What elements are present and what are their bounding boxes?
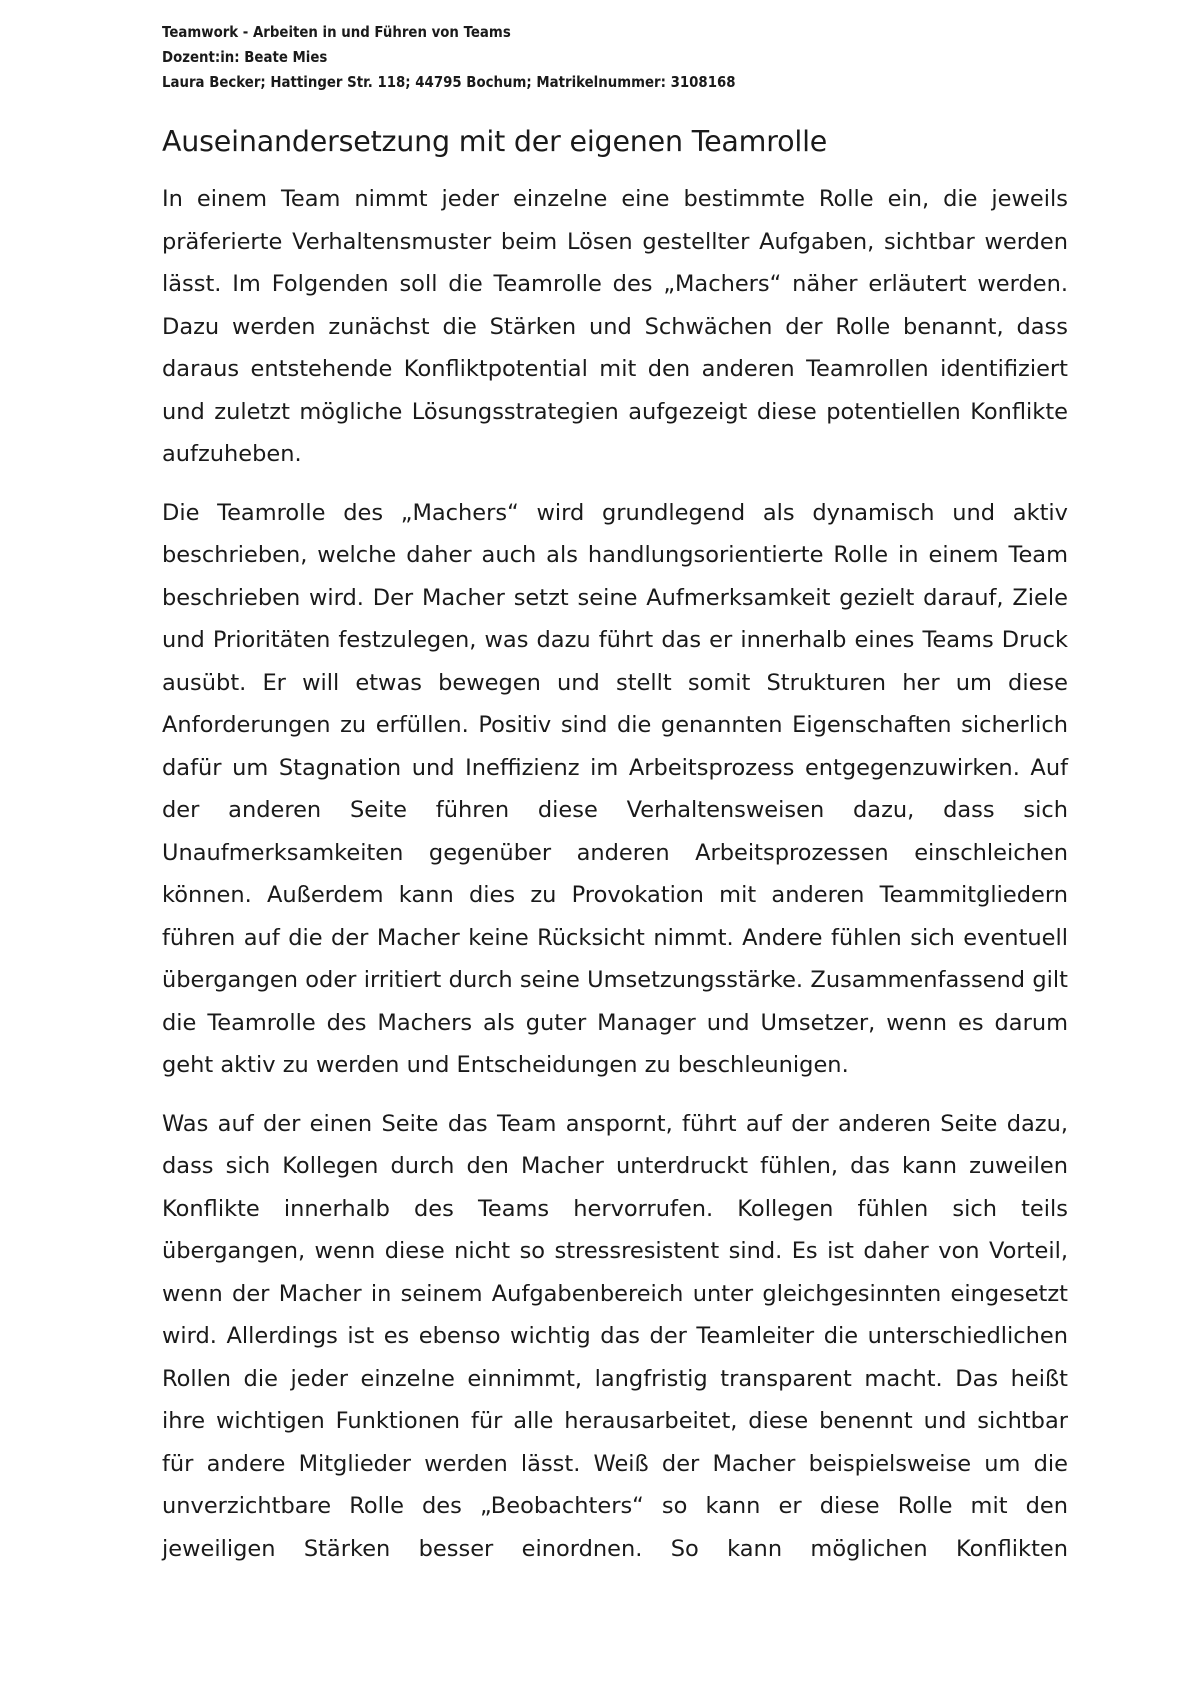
paragraph-role-description: Die Teamrolle des „Machers“ wird grundlegend als dynamisch und aktiv beschrieben, welche daher auch als handlungsorientierte Rolle in einem Team beschrieben wird. Der Macher setzt seine Aufmerksamkeit gezielt darauf, Ziele und Prioritäten festzulegen, was dazu führt das er innerhalb eines Teams Druck ausübt. Er will etwas bewegen und stellt somit Strukturen her um diese Anforderungen zu erfüllen. Positiv sind die genannten Eigenschaften sicherlich dafür um Stagnation und Ineffizienz im Arbeitsprozess entgegenzuwirken. Auf der anderen Seite führen diese Verhaltensweisen dazu, dass sich Unaufmerksamkeiten gegenüber anderen Arbeitsprozessen einschleichen können. Außerdem kann dies zu Provokation mit anderen Teammitgliedern führen auf die der Macher keine Rücksicht nimmt. Andere fühlen sich eventuell übergangen oder irritiert durch seine Umsetzungsstärke. Zusammenfassend gilt die Teamrolle des Machers als guter Manager und Umsetzer, wenn es darum geht aktiv zu werden und Entscheidungen zu beschleunigen. bbox=[162, 499, 1068, 1078]
document-title: Auseinandersetzung mit der eigenen Teamrolle bbox=[162, 125, 828, 158]
header-course-line: Teamwork - Arbeiten in und Führen von Teams bbox=[162, 23, 511, 41]
document-header bbox=[162, 20, 936, 95]
paragraph-introduction: In einem Team nimmt jeder einzelne eine bestimmte Rolle ein, die jeweils präferierte Verhaltensmuster beim Lösen gestellter Aufgaben, sichtbar werden lässt. Im Folgenden soll die Teamrolle des „Machers“ näher erläutert werden. Dazu werden zunächst die Stärken und Schwächen der Rolle benannt, dass daraus entstehende Konfliktpotential mit den anderen Teamrollen identifiziert und zuletzt mögliche Lösungsstrategien aufgezeigt diese potentiellen Konflikte aufzuheben. bbox=[162, 186, 1068, 467]
document-body bbox=[162, 178, 1068, 1586]
header-lecturer-line: Dozent:in: Beate Mies bbox=[162, 48, 328, 66]
paragraph-conflicts: Was auf der einen Seite das Team anspornt, führt auf der anderen Seite dazu, dass sich Kollegen durch den Macher unterdruckt fühlen, das kann zuweilen Konflikte innerhalb des Teams hervorrufen. Kollegen fühlen sich teils übergangen, wenn diese nicht so stressresistent sind. Es ist daher von Vorteil, wenn der Macher in seinem Aufgabenbereich unter gleichgesinnten eingesetzt wird. Allerdings ist es ebenso wichtig das der Teamleiter die unterschiedlichen Rollen die jeder einzelne einnimmt, langfristig transparent macht. Das heißt ihre wichtigen Funktionen für alle herausarbeitet, diese benennt und sichtbar für andere Mitglieder werden lässt. Weiß der Macher beispielsweise um die unverzichtbare Rolle des „Beobachters“ so kann er diese Rolle mit den jeweiligen Stärken besser einordnen. So kann möglichen Konflikten bbox=[162, 1110, 1068, 1562]
header-author-line: Laura Becker; Hattinger Str. 118; 44795 Bochum; Matrikelnummer: 3108168 bbox=[162, 73, 736, 91]
